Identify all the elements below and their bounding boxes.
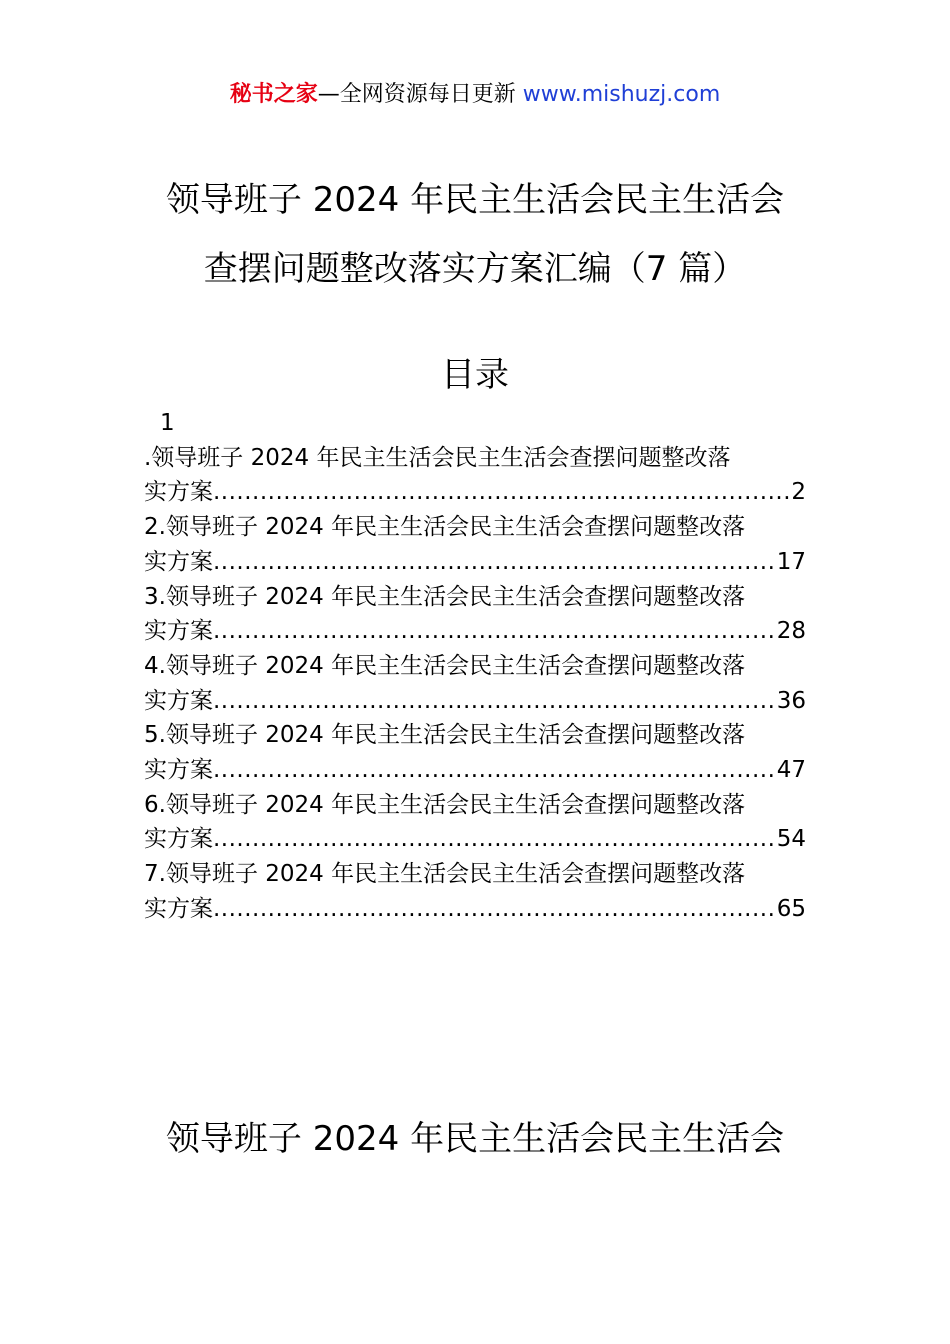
toc-page-number: 17: [776, 548, 806, 575]
toc-entry[interactable]: [144, 406, 806, 510]
toc-dot-leader: [213, 753, 777, 788]
toc-entry-number: 1: [160, 410, 175, 436]
document-title-line-1: 领导班子 2024 年民主生活会民主生活会: [165, 180, 785, 220]
toc-dot-leader: [213, 475, 791, 510]
toc-entry[interactable]: [144, 649, 806, 718]
toc-entry-title: 领导班子 2024 年民主生活会民主生活会查摆问题整改落: [165, 514, 746, 541]
toc-entry-number: 6.: [144, 791, 166, 818]
toc-entry-number: 5.: [144, 722, 166, 749]
toc-page-number: 2: [791, 479, 806, 506]
toc-page-number: 28: [776, 618, 806, 645]
toc-entry-number: 4.: [144, 652, 166, 679]
toc-entry-title: .领导班子 2024 年民主生活会民主生活会查摆问题整改落: [144, 444, 731, 471]
toc-entry-title: 领导班子 2024 年民主生活会民主生活会查摆问题整改落: [165, 791, 746, 818]
toc-entry-title-row: [144, 580, 806, 615]
site-tagline: —全网资源每日更新: [317, 82, 523, 107]
toc-page-number: 36: [776, 687, 806, 714]
toc-entry-title-row: [144, 718, 806, 753]
toc-entry-title: 领导班子 2024 年民主生活会民主生活会查摆问题整改落: [165, 583, 746, 610]
toc-entry-title-continued: 实方案: [144, 826, 213, 853]
toc-entry-leader-line: [144, 822, 806, 857]
toc-dot-leader: [213, 892, 777, 927]
site-header: [0, 78, 950, 112]
toc-entry-title-continued: 实方案: [144, 618, 213, 645]
toc-entry-title-continued: 实方案: [144, 757, 213, 784]
toc-entry-title: 领导班子 2024 年民主生活会民主生活会查摆问题整改落: [165, 652, 746, 679]
toc-entry-title: 领导班子 2024 年民主生活会民主生活会查摆问题整改落: [165, 722, 746, 749]
toc-entry-title-row: [144, 649, 806, 684]
toc-entry-leader-line: [144, 753, 806, 788]
toc-dot-leader: [213, 684, 777, 719]
toc-entry-leader-line: [144, 684, 806, 719]
section-title: 领导班子 2024 年民主生活会民主生活会: [165, 1119, 785, 1159]
toc-entry-title-row: [144, 788, 806, 823]
toc-entry[interactable]: [144, 580, 806, 649]
table-of-contents: [144, 406, 806, 927]
toc-entry[interactable]: [144, 718, 806, 787]
toc-entry-title-row: [144, 857, 806, 892]
toc-page-number: 65: [776, 895, 806, 922]
toc-entry-title-continued: 实方案: [144, 687, 213, 714]
toc-entry-title: 领导班子 2024 年民主生活会民主生活会查摆问题整改落: [165, 861, 746, 888]
site-url-link[interactable]: www.mishuzj.com: [522, 82, 721, 107]
toc-entry[interactable]: [144, 510, 806, 579]
toc-dot-leader: [213, 545, 777, 580]
site-brand: 秘书之家: [229, 82, 318, 107]
document-title-line-2: 查摆问题整改落实方案汇编（7 篇）: [203, 249, 747, 289]
toc-entry-title-continued: 实方案: [144, 479, 213, 506]
toc-entry-leader-line: [144, 614, 806, 649]
toc-entry-title-continued: 实方案: [144, 548, 213, 575]
toc-page-number: 54: [776, 826, 806, 853]
toc-entry-leader-line: [144, 475, 806, 510]
toc-page-number: 47: [776, 757, 806, 784]
toc-dot-leader: [213, 822, 777, 857]
toc-entry-number: 7.: [144, 861, 166, 888]
toc-entry-leader-line: [144, 892, 806, 927]
toc-dot-leader: [213, 614, 777, 649]
toc-entry-leader-line: [144, 545, 806, 580]
toc-entry-number: 3.: [144, 583, 166, 610]
toc-entry[interactable]: [144, 857, 806, 926]
toc-entry[interactable]: [144, 788, 806, 857]
toc-entry-title-row: [144, 510, 806, 545]
toc-entry-number: 2.: [144, 514, 166, 541]
toc-heading: 目录: [441, 355, 509, 395]
toc-entry-title-continued: 实方案: [144, 895, 213, 922]
